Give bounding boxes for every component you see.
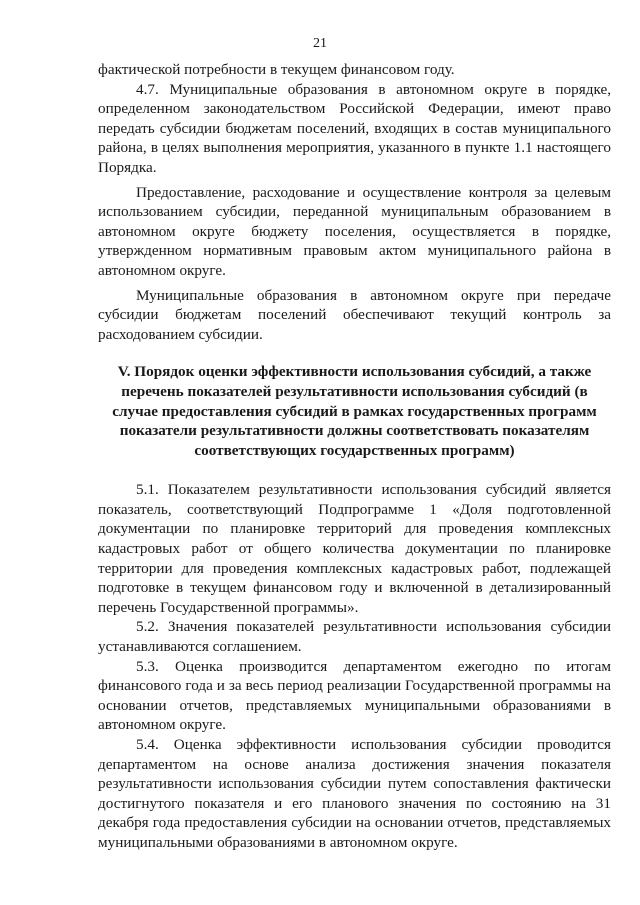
document-body bbox=[98, 60, 611, 853]
paragraph-5-1: 5.1. Показателем результативности использования субсидий является показатель, соответствующий Подпрограмме 1 «Доля подготовленной документации по планировке территорий для проведения комплексных кадастровых работ от общего количества документации по планировке территории для проведения комплексных кадастровых работ, подлежащей подготовке в текущем финансовом году и включенной в детализированный перечень Государственной программы». bbox=[98, 481, 611, 616]
section-heading-v: V. Порядок оценки эффективности использования субсидий, а также перечень показателей результативности использования субсидий (в случае предоставления субсидий в рамках государственных программ показатели результативности должны соответствовать показателям соответствующих государственных программ) bbox=[112, 363, 597, 459]
paragraph-5-3: 5.3. Оценка производится департаментом ежегодно по итогам финансового года и за весь период реализации Государственной программы на основании отчетов, представляемых муниципальными образованиями в автономном округе. bbox=[98, 657, 611, 734]
paragraph-5-4: 5.4. Оценка эффективности использования субсидии проводится департаментом на основе анализа достижения значения показателя результативности использования субсидии путем сопоставления фактически достигнутого показателя и его планового значения по состоянию на 31 декабря года предоставления субсидии на основании отчетов, представляемых муниципальными образованиями в автономном округе. bbox=[98, 736, 611, 851]
paragraph-4-7: 4.7. Муниципальные образования в автономном округе в порядке, определенном законодательством Российской Федерации, имеют право передать субсидии бюджетам поселений, входящих в состав муниципального района, в целях выполнения мероприятия, указанного в пункте 1.1 настоящего Порядка. bbox=[98, 80, 611, 176]
paragraph-continuation: фактической потребности в текущем финансовом году. bbox=[98, 61, 455, 78]
paragraph-control: Предоставление, расходование и осуществление контроля за целевым использованием субсидии, переданной муниципальным образованием в автономном округе бюджету поселения, осуществляется в порядке, утвержденном нормативным правовым актом муниципального района в автономном округе. bbox=[98, 183, 611, 279]
page-number: 21 bbox=[313, 36, 327, 51]
paragraph-5-2: 5.2. Значения показателей результативности использования субсидии устанавливаются соглашением. bbox=[98, 618, 611, 656]
paragraph-municipal-control: Муниципальные образования в автономном округе при передаче субсидии бюджетам поселений обеспечивают текущий контроль за расходованием субсидии. bbox=[98, 286, 611, 343]
